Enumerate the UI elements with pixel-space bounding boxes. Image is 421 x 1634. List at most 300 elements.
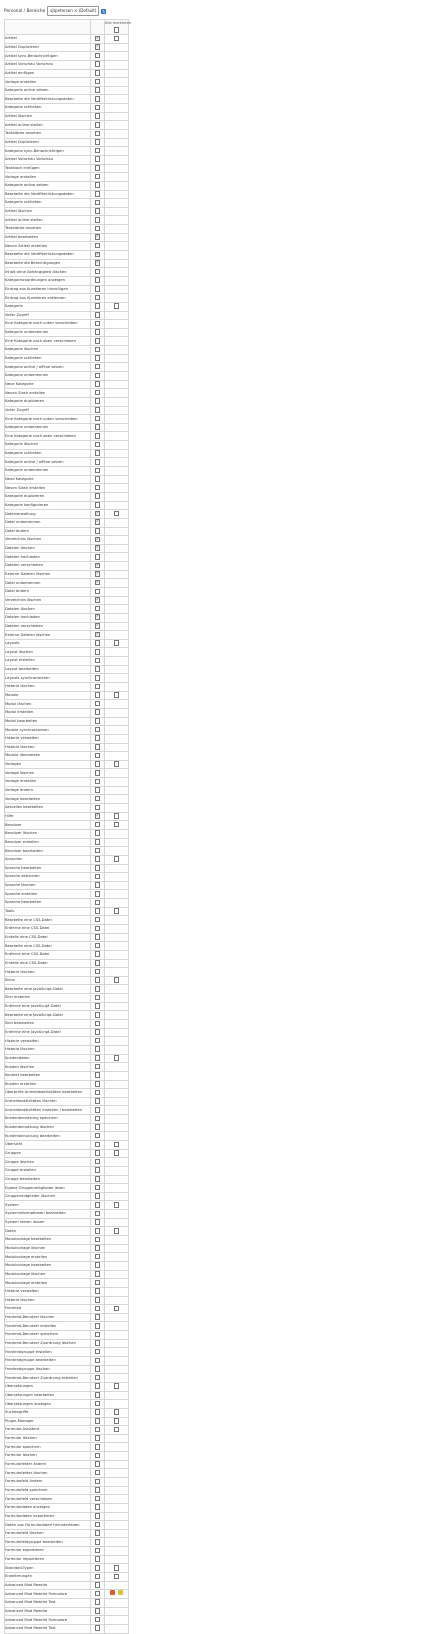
permission-checkbox[interactable]	[95, 1625, 101, 1631]
permission-checkbox[interactable]	[95, 1237, 101, 1243]
permission-checkbox[interactable]	[95, 1280, 101, 1286]
permission-checkbox[interactable]: ✓	[96, 813, 99, 818]
permission-checkbox-cell	[91, 1598, 105, 1607]
permission-checkbox[interactable]	[95, 770, 101, 776]
permission-checkbox[interactable]: ✓	[96, 536, 99, 541]
permission-checkbox[interactable]	[95, 848, 101, 854]
permission-checkbox-cell	[91, 1149, 105, 1158]
permission-checkbox[interactable]	[95, 701, 101, 707]
permission-label: Vorlage erstellen	[5, 78, 91, 87]
group-select-all-cell	[105, 734, 129, 743]
group-select-all-cell	[105, 907, 129, 916]
group-select-all-checkbox[interactable]	[114, 1418, 120, 1424]
permission-checkbox[interactable]	[95, 485, 101, 491]
permission-label: Kategorie	[5, 302, 91, 311]
permission-checkbox[interactable]	[95, 666, 101, 672]
permission-checkbox[interactable]	[95, 684, 101, 690]
permission-row	[5, 1339, 129, 1348]
permission-checkbox[interactable]	[95, 1228, 101, 1234]
permission-checkbox[interactable]	[95, 1124, 101, 1130]
cancel-button[interactable]	[110, 1590, 115, 1595]
permission-checkbox[interactable]	[95, 347, 101, 353]
permission-row	[5, 242, 129, 251]
permission-checkbox-cell	[91, 1210, 105, 1219]
permission-label: Erstelle eine CSS-Datei	[5, 959, 91, 968]
permission-checkbox[interactable]	[95, 934, 101, 940]
group-select-all-cell	[105, 43, 129, 52]
save-button[interactable]	[118, 1590, 123, 1595]
permission-row	[5, 501, 129, 510]
permission-checkbox[interactable]	[95, 217, 101, 223]
permission-checkbox[interactable]	[95, 1245, 101, 1251]
permission-checkbox[interactable]	[95, 830, 101, 836]
permission-checkbox[interactable]	[95, 1064, 101, 1070]
group-select-all-cell	[105, 1469, 129, 1478]
permission-checkbox[interactable]	[95, 882, 101, 888]
permission-group-row	[5, 1564, 129, 1573]
permission-checkbox-cell	[91, 251, 105, 260]
permission-label: Artikel sync-Benachrichtigen	[5, 52, 91, 61]
permission-checkbox[interactable]	[95, 226, 101, 232]
permission-checkbox[interactable]	[95, 1548, 101, 1554]
group-select-all-cell	[105, 570, 129, 579]
permission-checkbox[interactable]	[95, 191, 101, 197]
permission-checkbox-cell	[91, 1002, 105, 1011]
permission-checkbox[interactable]: ✓	[96, 614, 99, 619]
permission-label: Eine Kategorie nach oben verschieben	[5, 337, 91, 346]
permission-checkbox[interactable]	[95, 856, 101, 862]
permission-checkbox[interactable]	[95, 649, 101, 655]
permission-row	[5, 43, 129, 52]
permission-row	[5, 406, 129, 415]
permission-checkbox[interactable]	[95, 744, 101, 750]
permission-checkbox[interactable]	[95, 459, 101, 465]
permission-checkbox[interactable]	[95, 1193, 101, 1199]
permission-checkbox[interactable]	[95, 329, 101, 335]
group-select-all-cell	[105, 942, 129, 951]
permission-checkbox[interactable]	[95, 951, 101, 957]
permission-checkbox[interactable]: ✓	[96, 623, 99, 628]
permission-label: Plugin-Manager	[5, 1417, 91, 1426]
permission-label: Textblock einfügen	[5, 164, 91, 173]
permission-checkbox[interactable]: ✓	[96, 35, 99, 40]
permission-row	[5, 1089, 129, 1098]
permission-checkbox-cell	[91, 1132, 105, 1141]
permission-checkbox[interactable]: ✓	[96, 251, 99, 256]
permission-checkbox[interactable]	[95, 1090, 101, 1096]
group-select-all-checkbox[interactable]	[114, 1150, 120, 1156]
group-select-all-cell	[105, 397, 129, 406]
permission-checkbox-cell	[91, 786, 105, 795]
permission-label: Kundenbenutzung löschen	[5, 1123, 91, 1132]
permission-checkbox[interactable]	[95, 1565, 101, 1571]
permission-checkbox[interactable]	[95, 1185, 101, 1191]
permission-checkbox[interactable]	[95, 969, 101, 975]
permission-checkbox[interactable]	[95, 735, 101, 741]
permission-checkbox[interactable]	[95, 131, 101, 137]
permission-checkbox-cell	[91, 1175, 105, 1184]
permission-checkbox[interactable]	[95, 1340, 101, 1346]
permission-checkbox[interactable]	[95, 208, 101, 214]
permission-label: Kategorie umbenennen	[5, 467, 91, 476]
permission-group-row	[5, 1305, 129, 1314]
group-select-all-checkbox[interactable]	[114, 511, 120, 517]
permission-checkbox[interactable]	[95, 269, 101, 275]
permission-checkbox-cell	[91, 518, 105, 527]
permission-checkbox[interactable]	[95, 1332, 101, 1338]
permission-checkbox[interactable]	[95, 286, 101, 292]
permission-checkbox[interactable]	[95, 493, 101, 499]
permission-checkbox[interactable]	[95, 658, 101, 664]
permission-checkbox[interactable]	[95, 1133, 101, 1139]
group-select-all-cell	[105, 199, 129, 208]
permission-checkbox[interactable]	[95, 1072, 101, 1078]
permission-checkbox[interactable]	[95, 900, 101, 906]
permission-checkbox[interactable]: ✓	[96, 260, 99, 265]
permission-checkbox[interactable]	[95, 1349, 101, 1355]
permission-checkbox[interactable]	[95, 1617, 101, 1623]
group-select-all-cell	[105, 155, 129, 164]
permission-checkbox[interactable]	[95, 277, 101, 283]
permission-checkbox-cell	[91, 121, 105, 130]
group-select-all-cell	[105, 1426, 129, 1435]
permission-row	[5, 683, 129, 692]
permission-checkbox[interactable]	[95, 1150, 101, 1156]
group-select-all-cell	[105, 1028, 129, 1037]
permission-checkbox-cell	[91, 1590, 105, 1599]
permission-checkbox[interactable]	[95, 1530, 101, 1536]
permission-checkbox[interactable]	[95, 1479, 101, 1485]
permission-checkbox[interactable]	[95, 1574, 101, 1580]
permission-label: Advanced Mod Rewrite Formulare	[5, 1590, 91, 1599]
group-select-all-checkbox[interactable]	[114, 1574, 120, 1580]
permission-checkbox[interactable]	[95, 1055, 101, 1061]
group-select-all-checkbox[interactable]	[114, 36, 120, 42]
permission-checkbox[interactable]	[95, 1029, 101, 1035]
permission-label: Kategorie online / offline setzen	[5, 363, 91, 372]
permission-checkbox[interactable]	[95, 1496, 101, 1502]
permission-checkbox[interactable]	[95, 1470, 101, 1476]
permission-checkbox[interactable]	[95, 148, 101, 154]
permission-checkbox-cell	[91, 1080, 105, 1089]
group-select-all-cell	[105, 1244, 129, 1253]
permission-checkbox[interactable]	[95, 1116, 101, 1122]
permission-checkbox[interactable]	[95, 139, 101, 145]
permission-checkbox[interactable]	[95, 709, 101, 715]
permission-label: Datei ändern	[5, 527, 91, 536]
permission-checkbox[interactable]	[95, 787, 101, 793]
permission-checkbox[interactable]	[95, 943, 101, 949]
group-select-all-checkbox[interactable]	[114, 1427, 120, 1433]
permission-checkbox[interactable]	[95, 1142, 101, 1148]
permission-checkbox[interactable]	[95, 1418, 101, 1424]
permission-label: Bearbeite eine CSS-Datei	[5, 916, 91, 925]
permission-checkbox[interactable]	[95, 1522, 101, 1528]
permission-checkbox[interactable]	[95, 753, 101, 759]
permission-checkbox[interactable]	[95, 1435, 101, 1441]
group-select-all-cell	[105, 596, 129, 605]
permission-checkbox[interactable]	[95, 502, 101, 508]
permission-group-row	[5, 1054, 129, 1063]
permission-checkbox[interactable]	[95, 1314, 101, 1320]
permission-checkbox[interactable]	[95, 606, 101, 612]
group-select-all-cell	[105, 320, 129, 329]
permission-checkbox[interactable]	[95, 805, 101, 811]
permission-label: Historie löschen	[5, 968, 91, 977]
group-select-all-checkbox[interactable]	[114, 908, 120, 914]
permission-checkbox[interactable]	[95, 53, 101, 59]
header-select-all[interactable]	[105, 20, 132, 35]
permission-checkbox[interactable]	[95, 416, 101, 422]
permission-checkbox[interactable]	[95, 1046, 101, 1052]
permission-checkbox[interactable]	[95, 1401, 101, 1407]
permission-checkbox[interactable]	[95, 977, 101, 983]
permission-checkbox[interactable]	[95, 675, 101, 681]
permission-checkbox[interactable]	[95, 398, 101, 404]
permission-checkbox[interactable]	[95, 796, 101, 802]
permission-checkbox[interactable]	[95, 1159, 101, 1165]
permission-checkbox[interactable]	[95, 433, 101, 439]
group-select-all-cell	[105, 1227, 129, 1236]
permission-label: Kategoriezuordnungen anzeigen	[5, 276, 91, 285]
permission-checkbox[interactable]	[95, 1582, 101, 1588]
group-select-all-cell	[105, 950, 129, 959]
permission-checkbox[interactable]: ✓	[96, 597, 99, 602]
permission-row	[5, 1365, 129, 1374]
permission-checkbox[interactable]	[95, 1504, 101, 1510]
permission-row	[5, 1357, 129, 1366]
permission-checkbox-cell	[91, 449, 105, 458]
permission-checkbox[interactable]: ✓	[96, 579, 99, 584]
permission-label: Textblöcke ansehen	[5, 130, 91, 139]
group-select-all-checkbox[interactable]	[114, 1409, 120, 1415]
permission-checkbox[interactable]: ✓	[96, 519, 99, 524]
permission-checkbox[interactable]	[95, 312, 101, 318]
permission-checkbox[interactable]	[95, 1427, 101, 1433]
permission-checkbox[interactable]	[95, 528, 101, 534]
permission-checkbox[interactable]	[95, 407, 101, 413]
permission-checkbox[interactable]	[95, 70, 101, 76]
permission-checkbox[interactable]	[95, 839, 101, 845]
permission-row	[5, 588, 129, 597]
group-select-all-checkbox[interactable]	[114, 1228, 120, 1234]
permission-checkbox[interactable]	[95, 87, 101, 93]
permission-label: Entferne eine CSS-Datei	[5, 950, 91, 959]
permission-checkbox[interactable]	[95, 727, 101, 733]
permission-row	[5, 389, 129, 398]
permission-checkbox[interactable]	[95, 321, 101, 327]
permission-checkbox[interactable]	[95, 640, 101, 646]
permission-label: System leeren lassen	[5, 1218, 91, 1227]
permission-checkbox-cell	[91, 1106, 105, 1115]
permission-checkbox[interactable]	[95, 822, 101, 828]
permission-checkbox[interactable]	[95, 182, 101, 188]
permission-checkbox[interactable]	[95, 1167, 101, 1173]
group-select-all-checkbox[interactable]	[114, 1055, 120, 1061]
group-select-all-checkbox[interactable]	[114, 977, 120, 983]
group-select-all-checkbox[interactable]	[114, 856, 120, 862]
group-select-all-checkbox[interactable]	[114, 1383, 120, 1389]
permission-checkbox[interactable]	[95, 917, 101, 923]
permission-checkbox[interactable]	[95, 1219, 101, 1225]
permission-checkbox[interactable]	[95, 1297, 101, 1303]
permission-checkbox-cell	[91, 1313, 105, 1322]
permission-checkbox[interactable]	[95, 1591, 101, 1597]
permission-checkbox[interactable]	[95, 1098, 101, 1104]
permission-checkbox-cell	[91, 812, 105, 821]
permission-checkbox[interactable]	[95, 174, 101, 180]
permission-checkbox[interactable]	[95, 1012, 101, 1018]
permission-checkbox[interactable]	[95, 1556, 101, 1562]
group-select-all-cell	[105, 216, 129, 225]
permission-checkbox[interactable]	[95, 995, 101, 1001]
permission-checkbox[interactable]	[95, 442, 101, 448]
permission-label: Frontend-Benutzer löschen	[5, 1313, 91, 1322]
permission-checkbox[interactable]: ✓	[96, 510, 99, 515]
permission-checkbox[interactable]	[95, 476, 101, 482]
permission-checkbox[interactable]	[95, 364, 101, 370]
group-select-all-checkbox[interactable]	[114, 640, 120, 646]
permission-checkbox[interactable]	[95, 113, 101, 119]
group-select-all-checkbox[interactable]	[114, 1565, 120, 1571]
permission-row	[5, 181, 129, 190]
permission-checkbox[interactable]	[95, 243, 101, 249]
permission-checkbox[interactable]	[95, 1254, 101, 1260]
permission-checkbox[interactable]	[95, 165, 101, 171]
permission-checkbox[interactable]	[95, 424, 101, 430]
group-select-all-checkbox[interactable]	[114, 813, 120, 819]
group-select-all-cell	[105, 1547, 129, 1556]
permission-checkbox[interactable]	[95, 1271, 101, 1277]
permission-checkbox[interactable]	[95, 589, 101, 595]
permission-checkbox[interactable]	[95, 381, 101, 387]
permission-checkbox[interactable]	[95, 122, 101, 128]
group-select-all-cell	[105, 406, 129, 415]
select-all-checkbox[interactable]	[114, 27, 120, 33]
permission-checkbox[interactable]	[95, 200, 101, 206]
permission-checkbox[interactable]	[95, 926, 101, 932]
permission-checkbox[interactable]: ✓	[96, 44, 99, 49]
permission-row	[5, 1598, 129, 1607]
permission-checkbox[interactable]	[95, 1513, 101, 1519]
permission-checkbox-cell	[91, 778, 105, 787]
permission-checkbox[interactable]	[95, 1107, 101, 1113]
permission-checkbox[interactable]	[95, 1323, 101, 1329]
permission-checkbox[interactable]	[95, 1487, 101, 1493]
permission-checkbox[interactable]: ✓	[96, 545, 99, 550]
permission-checkbox[interactable]	[95, 79, 101, 85]
permission-checkbox[interactable]	[95, 338, 101, 344]
group-select-all-checkbox[interactable]	[114, 1142, 120, 1148]
permission-checkbox[interactable]	[95, 61, 101, 67]
permission-row	[5, 1123, 129, 1132]
permission-checkbox[interactable]	[95, 554, 101, 560]
permission-checkbox[interactable]	[95, 1392, 101, 1398]
permission-checkbox[interactable]	[95, 692, 101, 698]
group-select-all-checkbox[interactable]	[114, 822, 120, 828]
permission-checkbox[interactable]	[95, 960, 101, 966]
permission-checkbox[interactable]	[95, 156, 101, 162]
permission-checkbox[interactable]	[95, 355, 101, 361]
permission-checkbox-cell	[91, 60, 105, 69]
permission-checkbox[interactable]	[95, 986, 101, 992]
permission-checkbox[interactable]	[95, 373, 101, 379]
permission-row	[5, 207, 129, 216]
refresh-button[interactable]	[101, 9, 106, 14]
group-select-all-cell	[105, 1287, 129, 1296]
permission-checkbox[interactable]: ✓	[96, 234, 99, 239]
group-select-all-checkbox[interactable]	[114, 761, 120, 767]
permission-checkbox[interactable]	[95, 105, 101, 111]
permission-checkbox[interactable]	[95, 865, 101, 871]
permission-checkbox[interactable]	[95, 1306, 101, 1312]
permission-checkbox[interactable]	[95, 1539, 101, 1545]
group-select-all-checkbox[interactable]	[114, 303, 120, 309]
permission-checkbox[interactable]	[95, 468, 101, 474]
permission-checkbox[interactable]	[95, 1461, 101, 1467]
permission-checkbox[interactable]	[95, 1288, 101, 1294]
permission-checkbox[interactable]	[95, 1081, 101, 1087]
permission-checkbox[interactable]	[95, 1176, 101, 1182]
permission-checkbox[interactable]	[95, 1038, 101, 1044]
permission-checkbox[interactable]	[95, 96, 101, 102]
permission-checkbox[interactable]	[95, 1599, 101, 1605]
permission-checkbox[interactable]	[95, 1211, 101, 1217]
permission-checkbox[interactable]	[95, 1202, 101, 1208]
permission-checkbox[interactable]	[95, 1444, 101, 1450]
client-select[interactable]: sjtpeterson × (Default)	[47, 6, 99, 16]
permission-checkbox[interactable]	[95, 874, 101, 880]
group-select-all-checkbox[interactable]	[114, 1306, 120, 1312]
permission-checkbox[interactable]: ✓	[96, 631, 99, 636]
permission-checkbox[interactable]	[95, 761, 101, 767]
permission-checkbox[interactable]	[95, 1003, 101, 1009]
permission-group-row	[5, 510, 129, 519]
permission-label: Bearbeite die Berechtigungen	[5, 259, 91, 268]
group-select-all-checkbox[interactable]	[114, 1202, 120, 1208]
permission-checkbox-cell	[91, 743, 105, 752]
permission-label: Artikel online stellen	[5, 216, 91, 225]
permission-checkbox[interactable]	[95, 1262, 101, 1268]
permission-checkbox[interactable]	[95, 1358, 101, 1364]
permission-checkbox[interactable]: ✓	[96, 571, 99, 576]
permission-checkbox[interactable]	[95, 303, 101, 309]
permission-row	[5, 605, 129, 614]
group-select-all-cell	[105, 1089, 129, 1098]
permission-checkbox[interactable]	[95, 1383, 101, 1389]
permission-checkbox[interactable]	[95, 1608, 101, 1614]
group-select-all-checkbox[interactable]	[114, 692, 120, 698]
permission-checkbox[interactable]	[95, 295, 101, 301]
permission-checkbox[interactable]	[95, 1375, 101, 1381]
permission-checkbox[interactable]	[95, 779, 101, 785]
permission-checkbox[interactable]	[95, 1453, 101, 1459]
permission-checkbox[interactable]	[95, 891, 101, 897]
permission-checkbox[interactable]	[95, 908, 101, 914]
permission-checkbox[interactable]	[95, 390, 101, 396]
permission-checkbox-cell	[91, 475, 105, 484]
permission-checkbox[interactable]	[95, 1021, 101, 1027]
permission-checkbox[interactable]: ✓	[96, 562, 99, 567]
permission-checkbox[interactable]	[95, 1409, 101, 1415]
permission-label: Voller Zugriff	[5, 406, 91, 415]
group-select-all-cell	[105, 994, 129, 1003]
permission-checkbox[interactable]	[95, 718, 101, 724]
permission-checkbox[interactable]	[95, 1366, 101, 1372]
permission-row	[5, 276, 129, 285]
permission-label: Sprache bearbeiten	[5, 864, 91, 873]
permission-checkbox[interactable]	[95, 450, 101, 456]
